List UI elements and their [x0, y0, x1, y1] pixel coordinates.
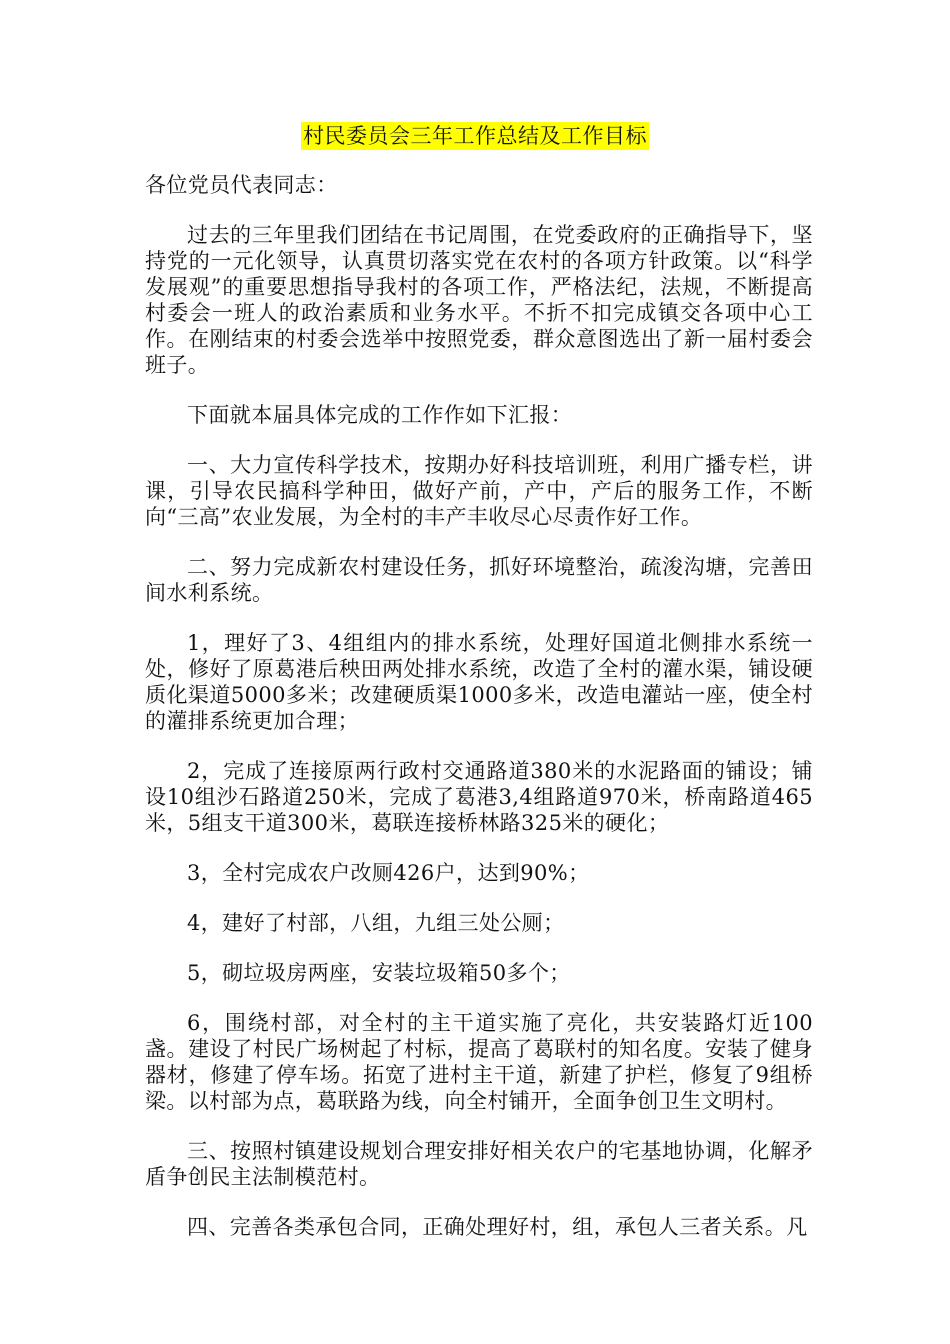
paragraph-subitem-4: 4，建好了村部，八组，九组三处公厕； — [187, 911, 565, 935]
document-title: 村民委员会三年工作总结及工作目标 — [303, 124, 647, 148]
document-body — [145, 172, 813, 1264]
paragraph-subitem-5: 5，砌垃圾房两座，安装垃圾箱50多个； — [187, 961, 571, 985]
title-container — [0, 122, 950, 150]
paragraph-subitem-1: 1，理好了3、4组组内的排水系统，处理好国道北侧排水系统一处，修好了原葛港后秧田两处排水系统，改造了全村的灌水渠，铺设硬质化渠道5000多米；改建硬质渠1000多米，改造电灌站一座，使全村的灌排系统更加合理； — [145, 631, 813, 733]
paragraph-item-4: 四、完善各类承包合同，正确处理好村，组，承包人三者关系。凡 — [187, 1215, 808, 1239]
paragraph-intro: 过去的三年里我们团结在书记周围，在党委政府的正确指导下，坚持党的一元化领导，认真贯切落实党在农村的各项方针政策。以“科学发展观”的重要思想指导我村的各项工作，严格法纪，法规，不断提高村委会一班人的政治素质和业务水平。不折不扣完成镇交各项中心工作。在刚结束的村委会选举中按照党委，群众意图选出了新一届村委会班子。 — [145, 223, 813, 377]
paragraph-report-lead: 下面就本届具体完成的工作作如下汇报： — [187, 403, 573, 427]
paragraph-item-3: 三、按照村镇建设规划合理安排好相关农户的宅基地协调，化解矛盾争创民主法制模范村。 — [145, 1139, 813, 1189]
paragraph-subitem-3: 3，全村完成农户改厕426户，达到90%； — [187, 861, 590, 885]
paragraph-item-1: 一、大力宣传科学技术，按期办好科技培训班，利用广播专栏，讲课，引导农民搞科学种田，做好产前，产中，产后的服务工作，不断向“三高”农业发展，为全村的丰产丰收尽心尽责作好工作。 — [145, 453, 813, 529]
paragraph-subitem-2: 2，完成了连接原两行政村交通路道380米的水泥路面的铺设；铺设10组沙石路道250米，完成了葛港3,4组路道970米，桥南路道465米，5组支干道300米，葛联连接桥林路325米的硬化； — [145, 759, 813, 835]
paragraph-subitem-6: 6，围绕村部，对全村的主干道实施了亮化，共安装路灯近100盏。建设了村民广场树起了村标，提高了葛联村的知名度。安装了健身器材，修建了停车场。拓宽了进村主干道，新建了护栏，修复了9组桥梁。以村部为点，葛联路为线，向全村铺开，全面争创卫生文明村。 — [145, 1011, 813, 1113]
salutation: 各位党员代表同志： — [145, 173, 338, 197]
paragraph-item-2: 二、努力完成新农村建设任务，抓好环境整治，疏浚沟塘，完善田间水利系统。 — [145, 555, 813, 605]
